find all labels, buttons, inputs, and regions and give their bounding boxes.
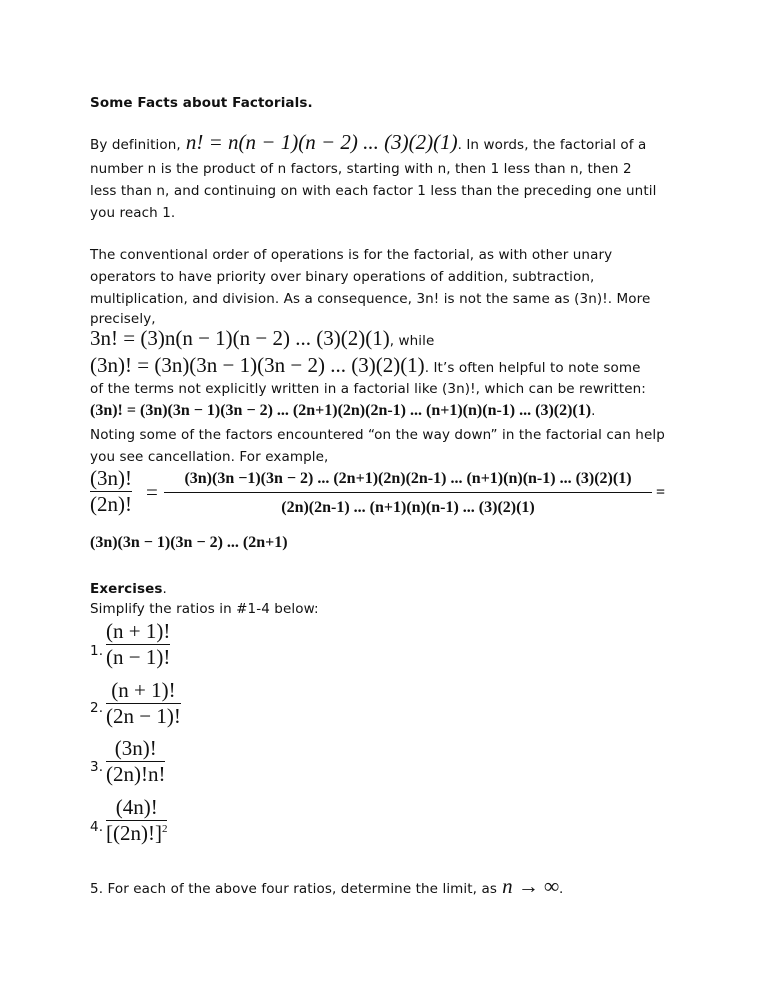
definition-text-line-1: number n is the product of n factors, starting with n, then 1 less than n, then 2: [90, 161, 632, 177]
example-result: (3n)(3n − 1)(3n − 2) ... (2n+1): [90, 534, 288, 551]
exercise-4-denominator: [106, 821, 167, 846]
example-right-numerator: (3n)(3n −1)(3n − 2) ... (2n+1)(2n)(2n-1) ... (n+1)(n)(n-1) ... (3)(2)(1): [184, 470, 632, 487]
definition-line: [90, 130, 646, 156]
equation-3n-after: , while: [389, 333, 435, 349]
exercise-4-denominator-base: [(2n)!]: [106, 821, 162, 845]
exercise-3-numerator: (3n)!: [114, 736, 157, 760]
equation-3n-paren-formula: (3n)! = (3n)(3n − 1)(3n − 2) ... (3)(2)(1): [90, 353, 425, 377]
order-text-line-3: multiplication, and division. As a consequence, 3n! is not the same as (3n)!. More: [90, 291, 651, 307]
question-5-text: 5. For each of the above four ratios, determine the limit, as: [90, 881, 497, 897]
exercise-1-label: 1.: [90, 643, 104, 659]
exercise-2-label: 2.: [90, 700, 104, 716]
rewrite-text-line: of the terms not explicitly written in a factorial like (3n)!, which can be rewritten:: [90, 381, 646, 397]
exercise-2-numerator: (n + 1)!: [111, 678, 176, 702]
example-left-denominator: (2n)!: [90, 492, 132, 516]
expanded-factorial-period: .: [591, 403, 596, 419]
exercises-heading-line: [90, 578, 167, 600]
exercises-heading: Exercises: [90, 581, 163, 597]
example-equals-sign: =: [146, 480, 158, 504]
question-5-limit: n → ∞: [502, 874, 560, 898]
exercises-instruction: Simplify the ratios in #1-4 below:: [90, 601, 319, 617]
equation-3n-paren-factorial: [90, 353, 641, 379]
exercise-3-label: 3.: [90, 759, 104, 775]
exercise-4-exponent: 2: [161, 823, 168, 835]
question-5-period: .: [559, 881, 564, 897]
example-left-numerator: (3n)!: [90, 466, 132, 490]
expanded-factorial-formula: (3n)! = (3n)(3n − 1)(3n − 2) ... (2n+1)(2n)(2n-1) ... (n+1)(n)(n-1) ... (3)(2)(1): [90, 402, 592, 419]
example-left-fraction: [90, 466, 132, 517]
exercise-3-fraction: [106, 736, 165, 787]
equation-3n-paren-after: . It’s often helpful to note some: [424, 360, 641, 376]
exercise-1-fraction: [106, 619, 170, 670]
noting-text-line-1: Noting some of the factors encountered “on the way down” in the factorial can help: [90, 427, 665, 443]
definition-after: . In words, the factorial of a: [457, 137, 647, 153]
order-text-line-1: The conventional order of operations is for the factorial, as with other unary: [90, 247, 613, 263]
definition-lead: By definition,: [90, 137, 181, 153]
exercise-4-numerator: (4n)!: [115, 795, 158, 819]
definition-text-line-2: less than n, and continuing on with each factor 1 less than the preceding one until: [90, 183, 657, 199]
equation-3n-factorial-formula: 3n! = (3)n(n − 1)(n − 2) ... (3)(2)(1): [90, 326, 390, 350]
equation-3n-factorial: [90, 326, 434, 352]
example-right-fraction: [164, 470, 652, 517]
exercise-1-denominator: (n − 1)!: [106, 645, 171, 669]
exercise-2-fraction: [106, 678, 181, 729]
order-text-line-2: operators to have priority over binary operations of addition, subtraction,: [90, 269, 595, 285]
exercise-4-label: 4.: [90, 819, 104, 835]
exercise-3-denominator: (2n)!n!: [106, 762, 166, 786]
fraction-bar: [164, 492, 652, 493]
exercise-1-numerator: (n + 1)!: [106, 619, 171, 643]
page-title: Some Facts about Factorials.: [90, 95, 313, 111]
definition-text-line-3: you reach 1.: [90, 205, 176, 221]
factorial-definition-formula: n! = n(n − 1)(n − 2) ... (3)(2)(1): [185, 130, 458, 154]
expanded-factorial-line: [90, 400, 596, 422]
example-right-denominator: (2n)(2n-1) ... (n+1)(n)(n-1) ... (3)(2)(1): [281, 499, 535, 516]
question-5-line: [90, 874, 563, 900]
order-text-line-4: precisely,: [90, 311, 156, 327]
noting-text-line-2: you see cancellation. For example,: [90, 449, 329, 465]
exercise-2-denominator: (2n − 1)!: [106, 704, 181, 728]
exercises-heading-period: .: [162, 581, 167, 597]
example-equals-sign-2: =: [656, 484, 666, 501]
exercise-4-fraction: [106, 795, 167, 846]
